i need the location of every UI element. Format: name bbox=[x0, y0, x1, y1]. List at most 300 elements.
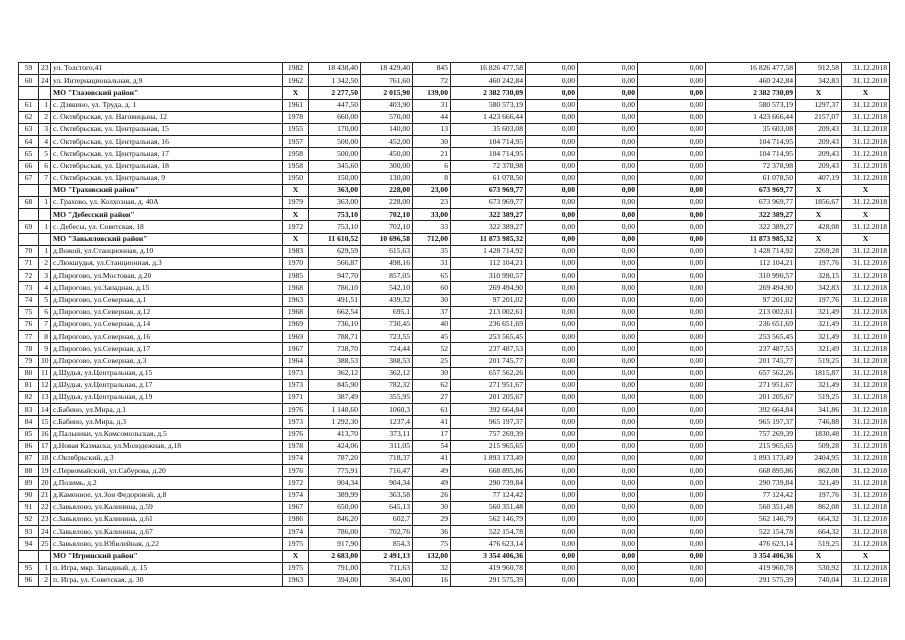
cell-residents: 23,00 bbox=[413, 184, 451, 196]
cell-cost: 562 146,79 bbox=[451, 513, 526, 525]
cell-year: 1968 bbox=[283, 282, 309, 294]
table-row bbox=[19, 123, 890, 135]
cell-sub-number bbox=[39, 233, 51, 245]
cell-living-area: 388,53 bbox=[361, 355, 413, 367]
cell-fund-3: 0,00 bbox=[638, 367, 706, 379]
cell-residents: 36 bbox=[413, 526, 451, 538]
table-row bbox=[19, 416, 890, 428]
table-row bbox=[19, 306, 890, 318]
cell-fund-2: 0,00 bbox=[578, 343, 638, 355]
cell-living-area: 363,58 bbox=[361, 489, 413, 501]
cell-residents: 45 bbox=[413, 331, 451, 343]
cell-fund-1: 0,00 bbox=[526, 343, 578, 355]
cell-total-area: 736,10 bbox=[309, 318, 361, 330]
cell-unit-cost: 342,83 bbox=[796, 282, 842, 294]
cell-fund-2: 0,00 bbox=[578, 550, 638, 562]
cell-fund-2: 0,00 bbox=[578, 148, 638, 160]
cell-total-area: 788,71 bbox=[309, 331, 361, 343]
cell-year: 1972 bbox=[283, 477, 309, 489]
cell-unit-cost: 664,32 bbox=[796, 526, 842, 538]
cell-date: 31.12.2018 bbox=[842, 574, 890, 586]
cell-year: X bbox=[283, 209, 309, 221]
cell-row-number: 71 bbox=[19, 258, 39, 270]
cell-unit-cost: X bbox=[796, 209, 842, 221]
cell-date: 31.12.2018 bbox=[842, 294, 890, 306]
cell-row-number: 61 bbox=[19, 99, 39, 111]
cell-living-area: 130,00 bbox=[361, 172, 413, 184]
cell-year: 1971 bbox=[283, 392, 309, 404]
cell-sub-number: 7 bbox=[39, 318, 51, 330]
cell-fund-1: 0,00 bbox=[526, 379, 578, 391]
cell-total: 213 002,61 bbox=[706, 306, 796, 318]
cell-year: X bbox=[283, 184, 309, 196]
cell-residents: 62 bbox=[413, 379, 451, 391]
cell-fund-1: 0,00 bbox=[526, 123, 578, 135]
cell-year: 1973 bbox=[283, 379, 309, 391]
cell-address: д.Позимь, д.2 bbox=[51, 477, 283, 489]
cell-living-area: 18 429,40 bbox=[361, 63, 413, 75]
cell-fund-1: 0,00 bbox=[526, 63, 578, 75]
cell-total-area: 387,49 bbox=[309, 392, 361, 404]
cell-cost: 201 745,77 bbox=[451, 355, 526, 367]
cell-sub-number: 24 bbox=[39, 75, 51, 87]
cell-fund-2: 0,00 bbox=[578, 465, 638, 477]
cell-sub-number: 19 bbox=[39, 465, 51, 477]
cell-fund-1: 0,00 bbox=[526, 209, 578, 221]
cell-year: 1964 bbox=[283, 355, 309, 367]
cell-residents: 75 bbox=[413, 538, 451, 550]
cell-row-number: 74 bbox=[19, 294, 39, 306]
cell-total: 322 389,27 bbox=[706, 221, 796, 233]
cell-cost: 580 573,19 bbox=[451, 99, 526, 111]
cell-fund-3: 0,00 bbox=[638, 87, 706, 99]
cell-address: с.Завьялово, ул.Калинина, д.67 bbox=[51, 526, 283, 538]
cell-fund-2: 0,00 bbox=[578, 367, 638, 379]
cell-date: 31.12.2018 bbox=[842, 440, 890, 452]
cell-year: 1961 bbox=[283, 99, 309, 111]
cell-living-area: 702,76 bbox=[361, 526, 413, 538]
cell-year: 1986 bbox=[283, 513, 309, 525]
cell-sub-number: 6 bbox=[39, 160, 51, 172]
cell-residents: 30 bbox=[413, 294, 451, 306]
group-row bbox=[19, 184, 890, 196]
cell-date: 31.12.2018 bbox=[842, 428, 890, 440]
table-row bbox=[19, 160, 890, 172]
group-row bbox=[19, 550, 890, 562]
cell-total-area: 753,10 bbox=[309, 209, 361, 221]
cell-unit-cost: 2404,95 bbox=[796, 453, 842, 465]
cell-date: 31.12.2018 bbox=[842, 318, 890, 330]
cell-residents: 23 bbox=[413, 197, 451, 209]
cell-row-number: 62 bbox=[19, 111, 39, 123]
cell-address: с.Бабино, ул.Мира, д.3 bbox=[51, 416, 283, 428]
cell-sub-number: 1 bbox=[39, 197, 51, 209]
cell-total: 104 714,95 bbox=[706, 136, 796, 148]
cell-fund-2: 0,00 bbox=[578, 160, 638, 172]
cell-cost: 476 623,14 bbox=[451, 538, 526, 550]
table-row bbox=[19, 294, 890, 306]
cell-residents: 40 bbox=[413, 318, 451, 330]
table-row bbox=[19, 513, 890, 525]
cell-row-number: 73 bbox=[19, 282, 39, 294]
cell-fund-3: 0,00 bbox=[638, 111, 706, 123]
cell-living-area: 300,00 bbox=[361, 160, 413, 172]
cell-cost: 392 664,84 bbox=[451, 404, 526, 416]
cell-sub-number: 24 bbox=[39, 526, 51, 538]
cell-fund-1: 0,00 bbox=[526, 245, 578, 257]
cell-living-area: 724,44 bbox=[361, 343, 413, 355]
cell-cost: 97 201,02 bbox=[451, 294, 526, 306]
cell-fund-3: 0,00 bbox=[638, 148, 706, 160]
cell-fund-2: 0,00 bbox=[578, 87, 638, 99]
cell-year: 1974 bbox=[283, 489, 309, 501]
table-row bbox=[19, 392, 890, 404]
cell-fund-3: 0,00 bbox=[638, 562, 706, 574]
cell-residents: 21 bbox=[413, 148, 451, 160]
cell-fund-2: 0,00 bbox=[578, 184, 638, 196]
cell-date: 31.12.2018 bbox=[842, 477, 890, 489]
cell-address: д.Пирогово, ул.Северная, д.17 bbox=[51, 343, 283, 355]
cell-cost: 673 969,77 bbox=[451, 197, 526, 209]
cell-address: ул. Интернациональная, д.9 bbox=[51, 75, 283, 87]
cell-row-number bbox=[19, 550, 39, 562]
cell-year: 1969 bbox=[283, 318, 309, 330]
cell-row-number: 79 bbox=[19, 355, 39, 367]
cell-cost: 11 873 985,32 bbox=[451, 233, 526, 245]
cell-fund-3: 0,00 bbox=[638, 209, 706, 221]
cell-year: X bbox=[283, 550, 309, 562]
cell-residents: 49 bbox=[413, 465, 451, 477]
cell-address: д.Пирогово, ул.Северная, д.14 bbox=[51, 318, 283, 330]
cell-living-area: 904,34 bbox=[361, 477, 413, 489]
cell-row-number bbox=[19, 209, 39, 221]
cell-residents: 33 bbox=[413, 221, 451, 233]
cell-cost: 16 826 477,58 bbox=[451, 63, 526, 75]
cell-unit-cost: 321,49 bbox=[796, 343, 842, 355]
cell-address: МО "Граховский район" bbox=[51, 184, 283, 196]
cell-address: д.Пирогово, ул.Северная, д.1 bbox=[51, 294, 283, 306]
cell-fund-1: 0,00 bbox=[526, 160, 578, 172]
cell-total: 11 873 985,32 bbox=[706, 233, 796, 245]
cell-cost: 253 565,45 bbox=[451, 331, 526, 343]
cell-fund-3: 0,00 bbox=[638, 63, 706, 75]
cell-total-area: 447,50 bbox=[309, 99, 361, 111]
cell-total: 668 895,86 bbox=[706, 465, 796, 477]
table-row bbox=[19, 197, 890, 209]
cell-fund-3: 0,00 bbox=[638, 221, 706, 233]
cell-fund-1: 0,00 bbox=[526, 233, 578, 245]
cell-sub-number: 16 bbox=[39, 428, 51, 440]
cell-sub-number: 13 bbox=[39, 392, 51, 404]
cell-address: д.Пирогово, ул.Мостовая, д.20 bbox=[51, 270, 283, 282]
group-row bbox=[19, 209, 890, 221]
cell-address: д.Шудья, ул.Центральная, д.17 bbox=[51, 379, 283, 391]
cell-date: 31.12.2018 bbox=[842, 123, 890, 135]
cell-unit-cost: 428,08 bbox=[796, 221, 842, 233]
cell-residents: 712,00 bbox=[413, 233, 451, 245]
cell-unit-cost: 328,15 bbox=[796, 270, 842, 282]
cell-residents: 35 bbox=[413, 245, 451, 257]
cell-date: 31.12.2018 bbox=[842, 367, 890, 379]
cell-total-area: 917,90 bbox=[309, 538, 361, 550]
cell-residents: 52 bbox=[413, 343, 451, 355]
cell-fund-3: 0,00 bbox=[638, 440, 706, 452]
cell-row-number: 96 bbox=[19, 574, 39, 586]
cell-year: 1973 bbox=[283, 416, 309, 428]
cell-sub-number: 9 bbox=[39, 343, 51, 355]
cell-fund-2: 0,00 bbox=[578, 282, 638, 294]
cell-date: 31.12.2018 bbox=[842, 111, 890, 123]
cell-sub-number: 14 bbox=[39, 404, 51, 416]
cell-year: 1950 bbox=[283, 172, 309, 184]
cell-address: с. Октябрьская, ул. Центральная, 9 bbox=[51, 172, 283, 184]
table-row bbox=[19, 63, 890, 75]
cell-total: 1 893 173,49 bbox=[706, 453, 796, 465]
cell-date: 31.12.2018 bbox=[842, 453, 890, 465]
cell-address: д.Шудья, ул.Центральная, д.15 bbox=[51, 367, 283, 379]
cell-fund-2: 0,00 bbox=[578, 501, 638, 513]
cell-row-number: 69 bbox=[19, 221, 39, 233]
table-row bbox=[19, 489, 890, 501]
cell-fund-1: 0,00 bbox=[526, 453, 578, 465]
cell-year: 1963 bbox=[283, 294, 309, 306]
cell-residents: 25 bbox=[413, 355, 451, 367]
cell-total-area: 345,60 bbox=[309, 160, 361, 172]
cell-date: 31.12.2018 bbox=[842, 148, 890, 160]
cell-living-area: 761,60 bbox=[361, 75, 413, 87]
cell-sub-number: 23 bbox=[39, 513, 51, 525]
cell-address: с. Дзякино, ул. Труда, д. 1 bbox=[51, 99, 283, 111]
cell-total: 112 104,21 bbox=[706, 258, 796, 270]
cell-date: 31.12.2018 bbox=[842, 172, 890, 184]
cell-year: 1983 bbox=[283, 245, 309, 257]
cell-date: 31.12.2018 bbox=[842, 136, 890, 148]
cell-address: с. Дебесы, ул. Советская, 18 bbox=[51, 221, 283, 233]
cell-date: 31.12.2018 bbox=[842, 392, 890, 404]
cell-date: 31.12.2018 bbox=[842, 306, 890, 318]
cell-row-number: 90 bbox=[19, 489, 39, 501]
cell-cost: 673 969,77 bbox=[451, 184, 526, 196]
cell-living-area: 2 491,13 bbox=[361, 550, 413, 562]
cell-unit-cost: 197,76 bbox=[796, 489, 842, 501]
cell-total: 522 154,78 bbox=[706, 526, 796, 538]
cell-fund-3: 0,00 bbox=[638, 172, 706, 184]
cell-sub-number: 10 bbox=[39, 355, 51, 367]
cell-residents: 72 bbox=[413, 75, 451, 87]
cell-unit-cost: X bbox=[796, 233, 842, 245]
cell-row-number: 72 bbox=[19, 270, 39, 282]
cell-living-area: 723,55 bbox=[361, 331, 413, 343]
cell-residents: 13 bbox=[413, 123, 451, 135]
cell-year: 1978 bbox=[283, 111, 309, 123]
cell-year: 1967 bbox=[283, 343, 309, 355]
cell-address: д.Пирогово, ул.Северная, д.3 bbox=[51, 355, 283, 367]
cell-total-area: 1 342,50 bbox=[309, 75, 361, 87]
cell-year: 1963 bbox=[283, 574, 309, 586]
cell-fund-2: 0,00 bbox=[578, 453, 638, 465]
cell-fund-3: 0,00 bbox=[638, 136, 706, 148]
cell-sub-number: 3 bbox=[39, 123, 51, 135]
cell-unit-cost: X bbox=[796, 550, 842, 562]
cell-cost: 104 714,95 bbox=[451, 136, 526, 148]
cell-cost: 310 990,57 bbox=[451, 270, 526, 282]
cell-living-area: 695,1 bbox=[361, 306, 413, 318]
cell-sub-number: 15 bbox=[39, 416, 51, 428]
cell-sub-number: 5 bbox=[39, 294, 51, 306]
cell-unit-cost: 1830,48 bbox=[796, 428, 842, 440]
cell-address: с. Октябрьская, ул. Центральная, 16 bbox=[51, 136, 283, 148]
cell-fund-1: 0,00 bbox=[526, 75, 578, 87]
cell-residents: 29 bbox=[413, 513, 451, 525]
cell-living-area: 364,00 bbox=[361, 574, 413, 586]
cell-fund-1: 0,00 bbox=[526, 392, 578, 404]
cell-total-area: 846,20 bbox=[309, 513, 361, 525]
cell-date: 31.12.2018 bbox=[842, 75, 890, 87]
cell-row-number: 82 bbox=[19, 392, 39, 404]
cell-address: с. Октябрьская, ул. Центральная, 15 bbox=[51, 123, 283, 135]
cell-fund-1: 0,00 bbox=[526, 258, 578, 270]
cell-fund-2: 0,00 bbox=[578, 489, 638, 501]
cell-address: МО "Игринский район" bbox=[51, 550, 283, 562]
cell-total-area: 1 148,60 bbox=[309, 404, 361, 416]
cell-residents: 33,00 bbox=[413, 209, 451, 221]
cell-fund-3: 0,00 bbox=[638, 184, 706, 196]
cell-total: 291 575,39 bbox=[706, 574, 796, 586]
cell-residents: 27 bbox=[413, 392, 451, 404]
cell-year: 1978 bbox=[283, 440, 309, 452]
cell-cost: 322 389,27 bbox=[451, 221, 526, 233]
cell-fund-1: 0,00 bbox=[526, 550, 578, 562]
cell-unit-cost: 912,58 bbox=[796, 63, 842, 75]
cell-unit-cost: 862,08 bbox=[796, 501, 842, 513]
cell-fund-1: 0,00 bbox=[526, 501, 578, 513]
cell-total: 237 487,53 bbox=[706, 343, 796, 355]
cell-fund-2: 0,00 bbox=[578, 574, 638, 586]
cell-sub-number: 2 bbox=[39, 258, 51, 270]
cell-living-area: 782,32 bbox=[361, 379, 413, 391]
cell-fund-1: 0,00 bbox=[526, 526, 578, 538]
cell-living-area: 711,63 bbox=[361, 562, 413, 574]
cell-cost: 201 205,67 bbox=[451, 392, 526, 404]
cell-cost: 668 895,86 bbox=[451, 465, 526, 477]
cell-year: 1967 bbox=[283, 501, 309, 513]
cell-total-area: 1 292,30 bbox=[309, 416, 361, 428]
cell-total-area: 791,00 bbox=[309, 562, 361, 574]
cell-sub-number: 22 bbox=[39, 501, 51, 513]
cell-fund-3: 0,00 bbox=[638, 306, 706, 318]
cell-residents: 31 bbox=[413, 258, 451, 270]
cell-residents: 54 bbox=[413, 440, 451, 452]
cell-row-number: 80 bbox=[19, 367, 39, 379]
cell-fund-3: 0,00 bbox=[638, 404, 706, 416]
cell-fund-1: 0,00 bbox=[526, 477, 578, 489]
cell-fund-2: 0,00 bbox=[578, 428, 638, 440]
cell-total: 97 201,02 bbox=[706, 294, 796, 306]
cell-fund-3: 0,00 bbox=[638, 282, 706, 294]
cell-unit-cost: 740,04 bbox=[796, 574, 842, 586]
cell-sub-number: 20 bbox=[39, 477, 51, 489]
cell-fund-3: 0,00 bbox=[638, 465, 706, 477]
cell-row-number: 77 bbox=[19, 331, 39, 343]
cell-address: д.Каменное, ул.Зои Федоровой, д.8 bbox=[51, 489, 283, 501]
cell-cost: 460 242,84 bbox=[451, 75, 526, 87]
cell-cost: 1 423 666,44 bbox=[451, 111, 526, 123]
cell-sub-number: 2 bbox=[39, 574, 51, 586]
cell-fund-3: 0,00 bbox=[638, 343, 706, 355]
cell-total-area: 787,20 bbox=[309, 453, 361, 465]
cell-row-number: 86 bbox=[19, 440, 39, 452]
cell-date: 31.12.2018 bbox=[842, 513, 890, 525]
cell-row-number: 64 bbox=[19, 136, 39, 148]
table-row bbox=[19, 343, 890, 355]
cell-unit-cost: 407,19 bbox=[796, 172, 842, 184]
cell-date: X bbox=[842, 184, 890, 196]
cell-residents: 61 bbox=[413, 404, 451, 416]
cell-cost: 419 960,78 bbox=[451, 562, 526, 574]
cell-cost: 77 124,42 bbox=[451, 489, 526, 501]
cell-year: 1958 bbox=[283, 160, 309, 172]
cell-total-area: 491,51 bbox=[309, 294, 361, 306]
cell-fund-2: 0,00 bbox=[578, 209, 638, 221]
cell-row-number: 87 bbox=[19, 453, 39, 465]
cell-row-number: 93 bbox=[19, 526, 39, 538]
cell-unit-cost: 2269,28 bbox=[796, 245, 842, 257]
cell-address: д.Пирогово, ул.Северная, д.12 bbox=[51, 306, 283, 318]
cell-fund-2: 0,00 bbox=[578, 477, 638, 489]
cell-total-area: 363,00 bbox=[309, 197, 361, 209]
cell-unit-cost: 197,76 bbox=[796, 258, 842, 270]
cell-fund-3: 0,00 bbox=[638, 538, 706, 550]
cell-address: д.Пирогово, ул.Западная, д.15 bbox=[51, 282, 283, 294]
cell-fund-2: 0,00 bbox=[578, 123, 638, 135]
table-row bbox=[19, 477, 890, 489]
table-row bbox=[19, 428, 890, 440]
cell-residents: 16 bbox=[413, 574, 451, 586]
cell-fund-1: 0,00 bbox=[526, 440, 578, 452]
cell-total-area: 566,87 bbox=[309, 258, 361, 270]
cell-unit-cost: 209,43 bbox=[796, 123, 842, 135]
cell-sub-number: 4 bbox=[39, 136, 51, 148]
cell-date: X bbox=[842, 87, 890, 99]
table-row bbox=[19, 453, 890, 465]
cell-total-area: 753,10 bbox=[309, 221, 361, 233]
cell-fund-1: 0,00 bbox=[526, 306, 578, 318]
cell-year: 1976 bbox=[283, 465, 309, 477]
cell-year: X bbox=[283, 233, 309, 245]
cell-total-area: 775,91 bbox=[309, 465, 361, 477]
cell-address: с. Октябрьская, ул. Центральная, 17 bbox=[51, 148, 283, 160]
cell-total: 35 603,08 bbox=[706, 123, 796, 135]
cell-living-area: 228,00 bbox=[361, 197, 413, 209]
cell-fund-1: 0,00 bbox=[526, 87, 578, 99]
cell-fund-3: 0,00 bbox=[638, 331, 706, 343]
cell-cost: 657 562,26 bbox=[451, 367, 526, 379]
cell-row-number: 67 bbox=[19, 172, 39, 184]
cell-total-area: 18 438,40 bbox=[309, 63, 361, 75]
cell-row-number: 65 bbox=[19, 148, 39, 160]
cell-year: 1955 bbox=[283, 123, 309, 135]
cell-total-area: 424,06 bbox=[309, 440, 361, 452]
cell-sub-number bbox=[39, 87, 51, 99]
cell-address: д.Пирогово, ул.Северная, д.16 bbox=[51, 331, 283, 343]
cell-total: 657 562,26 bbox=[706, 367, 796, 379]
cell-date: 31.12.2018 bbox=[842, 379, 890, 391]
cell-cost: 237 487,53 bbox=[451, 343, 526, 355]
cell-date: 31.12.2018 bbox=[842, 538, 890, 550]
cell-fund-3: 0,00 bbox=[638, 197, 706, 209]
cell-total: 61 078,50 bbox=[706, 172, 796, 184]
cell-fund-3: 0,00 bbox=[638, 258, 706, 270]
